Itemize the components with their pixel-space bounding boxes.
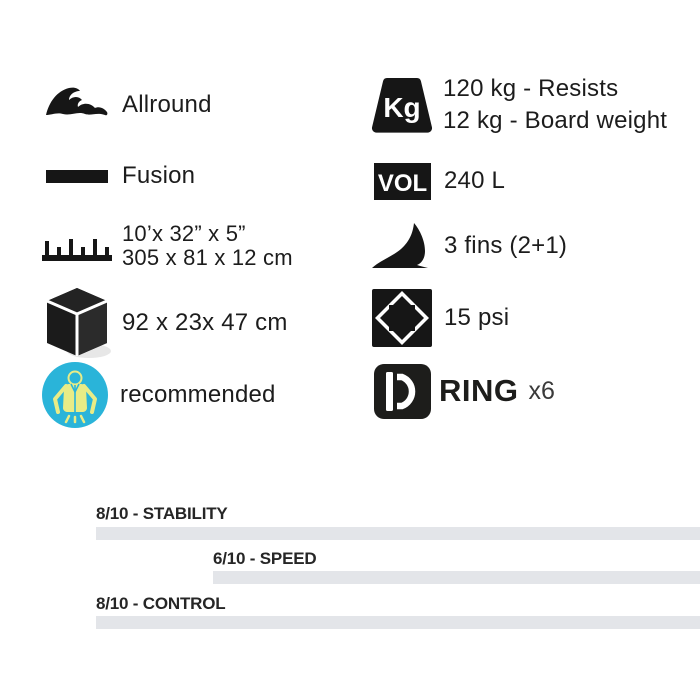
package-cube-icon xyxy=(40,284,114,362)
dimensions-text xyxy=(122,222,293,270)
spec-row-weight xyxy=(368,72,667,138)
speed-rating-label: 6/10 - SPEED xyxy=(213,549,317,568)
spec-row-dimensions xyxy=(40,220,293,272)
fins-label: 3 fins (2+1) xyxy=(444,232,568,260)
spec-row-valve xyxy=(368,287,509,349)
ruler-icon xyxy=(40,227,114,265)
valve-icon xyxy=(368,289,436,347)
package-size-label: 92 x 23x 47 cm xyxy=(122,309,288,337)
weight-icon xyxy=(368,77,436,134)
svg-text:VOL: VOL xyxy=(377,169,427,197)
speed-rating-bar xyxy=(213,571,700,584)
volume-icon xyxy=(368,163,436,200)
spec-row-vest xyxy=(38,360,276,430)
volume-label: 240 L xyxy=(444,167,506,195)
allround-label: Allround xyxy=(122,91,212,119)
d-ring-icon xyxy=(368,364,436,419)
weight-text xyxy=(443,73,667,137)
weight-board: 12 kg - Board weight xyxy=(443,107,668,134)
fusion-label: Fusion xyxy=(122,162,196,190)
control-rating-label: 8/10 - CONTROL xyxy=(96,594,226,613)
spec-row-volume xyxy=(368,160,505,202)
fusion-bar-icon xyxy=(40,170,114,183)
wave-icon xyxy=(40,84,114,126)
valve-pressure-label: 15 psi xyxy=(444,304,510,332)
svg-text:Kg: Kg xyxy=(383,91,421,123)
dimensions-imperial: 10’x 32” x 5” xyxy=(122,221,246,246)
stability-rating-label: 8/10 - STABILITY xyxy=(96,504,228,523)
weight-resists: 120 kg - Resists xyxy=(443,75,619,102)
control-rating-bar xyxy=(96,616,700,629)
dimensions-metric: 305 x 81 x 12 cm xyxy=(122,245,293,270)
spec-row-allround xyxy=(40,82,212,128)
spec-row-package xyxy=(40,282,288,364)
fin-icon xyxy=(368,221,436,271)
dring-count: x6 xyxy=(528,376,555,405)
spec-row-dring xyxy=(368,362,555,420)
dring-word: RING xyxy=(439,373,519,408)
spec-row-fusion xyxy=(40,158,195,194)
life-vest-icon xyxy=(38,362,112,428)
spec-row-fins xyxy=(368,218,567,274)
recommended-label: recommended xyxy=(120,381,276,409)
stability-rating-bar xyxy=(96,527,700,540)
